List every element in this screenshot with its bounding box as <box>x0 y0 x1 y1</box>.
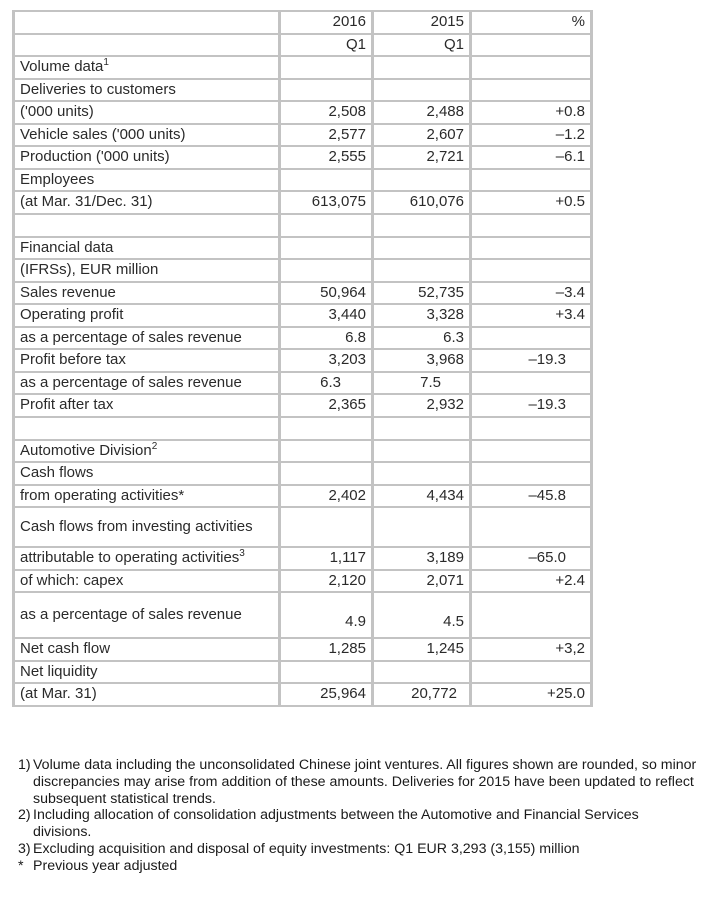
value-2015 <box>373 462 471 485</box>
table-row <box>14 485 592 508</box>
table-row <box>14 101 592 124</box>
value-2016: 3,440 <box>280 304 373 327</box>
footnote-marker: 2) <box>18 807 31 824</box>
value-percent <box>471 592 592 638</box>
value-percent: +25.0 <box>471 683 592 706</box>
table-row <box>14 282 592 305</box>
value-2015: 2,607 <box>373 124 471 147</box>
value-2015: 52,735 <box>373 282 471 305</box>
value-percent <box>471 417 592 440</box>
table-row <box>14 372 592 395</box>
row-label: Automotive Division$^2$ <box>14 440 280 463</box>
row-label: Cash flows from investing activities <box>14 507 280 547</box>
value-percent <box>471 661 592 684</box>
value-percent <box>471 440 592 463</box>
row-label: Employees <box>14 169 280 192</box>
table-row <box>14 592 592 638</box>
table-row <box>14 394 592 417</box>
value-2015: 3,189 <box>373 547 471 570</box>
footnote-text: Excluding acquisition and disposal of equity investments: Q1 EUR 3,293 (3,155) million <box>33 840 580 857</box>
value-percent <box>471 56 592 79</box>
value-2015: 7.5 <box>373 372 471 395</box>
row-label <box>14 214 280 237</box>
table-row <box>14 683 592 706</box>
value-2015: 3,968 <box>373 349 471 372</box>
table-row <box>14 146 592 169</box>
value-percent <box>471 214 592 237</box>
value-2015: 6.3 <box>373 327 471 350</box>
value-2016: 2,120 <box>280 570 373 593</box>
header-row-year <box>14 11 592 34</box>
table-row <box>14 638 592 661</box>
value-2015 <box>373 56 471 79</box>
value-percent <box>471 237 592 260</box>
value-2015 <box>373 417 471 440</box>
value-2015: 2,932 <box>373 394 471 417</box>
value-2016: 3,203 <box>280 349 373 372</box>
value-2015 <box>373 79 471 102</box>
row-label: as a percentage of sales revenue <box>14 592 280 638</box>
value-2015: 20,772 <box>373 683 471 706</box>
header-percent: % <box>471 11 592 34</box>
table-row <box>14 661 592 684</box>
value-percent: –65.0 <box>471 547 592 570</box>
value-percent <box>471 259 592 282</box>
table-row <box>14 507 592 547</box>
value-2015 <box>373 507 471 547</box>
table-row <box>14 191 592 214</box>
footnotes <box>18 757 698 875</box>
key-figures-table <box>12 10 593 707</box>
value-2015: 1,245 <box>373 638 471 661</box>
value-percent: –6.1 <box>471 146 592 169</box>
table-row <box>14 327 592 350</box>
footnote-asterisk <box>18 858 698 875</box>
value-2016: 1,285 <box>280 638 373 661</box>
row-label: from operating activities* <box>14 485 280 508</box>
value-percent <box>471 372 592 395</box>
value-2016 <box>280 440 373 463</box>
value-percent <box>471 327 592 350</box>
value-percent: –19.3 <box>471 394 592 417</box>
value-2015: 2,071 <box>373 570 471 593</box>
value-2016: 6.3 <box>280 372 373 395</box>
value-2016: 2,577 <box>280 124 373 147</box>
row-label: of which: capex <box>14 570 280 593</box>
table-row <box>14 237 592 260</box>
value-2016 <box>280 79 373 102</box>
footnote-2 <box>18 807 698 841</box>
value-2016: 6.8 <box>280 327 373 350</box>
value-2015 <box>373 214 471 237</box>
value-2016 <box>280 214 373 237</box>
value-percent: +0.8 <box>471 101 592 124</box>
table-row <box>14 349 592 372</box>
footnote-text: Volume data including the unconsolidated Chinese joint ventures. All figures shown are rounded, so minor discrepancies may arise from addition of these amounts. Deliveries for 2015 have been updated to reflect subsequent statistical trends. <box>33 757 697 807</box>
row-label: Production ('000 units) <box>14 146 280 169</box>
value-2016: 4.9 <box>280 592 373 638</box>
header-2016-year: 2016 <box>280 11 373 34</box>
spacer-row <box>14 214 592 237</box>
header-2015-quarter: Q1 <box>373 34 471 57</box>
row-label: ('000 units) <box>14 101 280 124</box>
footnote-ref: 2 <box>151 440 158 452</box>
value-2015: 610,076 <box>373 191 471 214</box>
value-2016: 613,075 <box>280 191 373 214</box>
table-row <box>14 124 592 147</box>
row-label: Vehicle sales ('000 units) <box>14 124 280 147</box>
value-2016 <box>280 417 373 440</box>
value-percent: +2.4 <box>471 570 592 593</box>
value-2015: 4.5 <box>373 592 471 638</box>
value-percent: –19.3 <box>471 349 592 372</box>
footnote-marker: * <box>18 857 24 874</box>
table-row <box>14 570 592 593</box>
table-row <box>14 547 592 570</box>
value-2016 <box>280 169 373 192</box>
header-row-quarter <box>14 34 592 57</box>
table-row <box>14 259 592 282</box>
value-2016: 2,508 <box>280 101 373 124</box>
row-label: as a percentage of sales revenue <box>14 327 280 350</box>
table-row <box>14 169 592 192</box>
value-2015: 4,434 <box>373 485 471 508</box>
row-label: Profit after tax <box>14 394 280 417</box>
value-percent <box>471 507 592 547</box>
value-percent: –45.8 <box>471 485 592 508</box>
row-label: Cash flows <box>14 462 280 485</box>
value-2015 <box>373 440 471 463</box>
value-2016 <box>280 507 373 547</box>
footnote-ref: 1 <box>103 57 109 69</box>
value-percent: +3.4 <box>471 304 592 327</box>
row-label: (IFRSs), EUR million <box>14 259 280 282</box>
value-2015: 2,721 <box>373 146 471 169</box>
row-label: Operating profit <box>14 304 280 327</box>
value-2015 <box>373 259 471 282</box>
value-2016: 2,402 <box>280 485 373 508</box>
row-label: Sales revenue <box>14 282 280 305</box>
row-label: Volume data$^1$ <box>14 56 280 79</box>
table-row <box>14 462 592 485</box>
value-percent: –3.4 <box>471 282 592 305</box>
footnote-ref: 3 <box>239 548 245 560</box>
footnote-marker: 1) <box>18 757 31 773</box>
value-2016: 1,117 <box>280 547 373 570</box>
header-percent-blank <box>471 34 592 57</box>
value-2015 <box>373 169 471 192</box>
value-2016 <box>280 661 373 684</box>
table-row <box>14 440 592 463</box>
row-label: (at Mar. 31/Dec. 31) <box>14 191 280 214</box>
value-2016: 50,964 <box>280 282 373 305</box>
value-2015: 2,488 <box>373 101 471 124</box>
table-row <box>14 56 592 79</box>
row-label: Deliveries to customers <box>14 79 280 102</box>
value-2015 <box>373 661 471 684</box>
value-2016 <box>280 462 373 485</box>
spacer-row <box>14 417 592 440</box>
header-2016-quarter: Q1 <box>280 34 373 57</box>
footnote-3 <box>18 841 698 858</box>
value-percent <box>471 462 592 485</box>
header-label-cell <box>14 11 280 34</box>
row-label: (at Mar. 31) <box>14 683 280 706</box>
value-2015: 3,328 <box>373 304 471 327</box>
header-2015-year: 2015 <box>373 11 471 34</box>
footnote-text: Previous year adjusted <box>33 857 178 874</box>
value-2016: 2,365 <box>280 394 373 417</box>
row-label <box>14 417 280 440</box>
header-label-cell <box>14 34 280 57</box>
value-2016 <box>280 259 373 282</box>
value-percent <box>471 169 592 192</box>
value-percent: +3,2 <box>471 638 592 661</box>
value-2016: 2,555 <box>280 146 373 169</box>
table-row <box>14 304 592 327</box>
value-2015 <box>373 237 471 260</box>
row-label: Net cash flow <box>14 638 280 661</box>
row-label: Net liquidity <box>14 661 280 684</box>
value-percent <box>471 79 592 102</box>
value-2016 <box>280 56 373 79</box>
value-2016: 25,964 <box>280 683 373 706</box>
value-2016 <box>280 237 373 260</box>
value-percent: –1.2 <box>471 124 592 147</box>
footnote-text: Including allocation of consolidation adjustments between the Automotive and Financial Services divisions. <box>33 807 639 841</box>
row-label: attributable to operating activities$^3$ <box>14 547 280 570</box>
footnote-1 <box>18 757 698 807</box>
table-row <box>14 79 592 102</box>
value-percent: +0.5 <box>471 191 592 214</box>
footnote-marker: 3) <box>18 840 31 857</box>
row-label: Profit before tax <box>14 349 280 372</box>
row-label: as a percentage of sales revenue <box>14 372 280 395</box>
row-label: Financial data <box>14 237 280 260</box>
